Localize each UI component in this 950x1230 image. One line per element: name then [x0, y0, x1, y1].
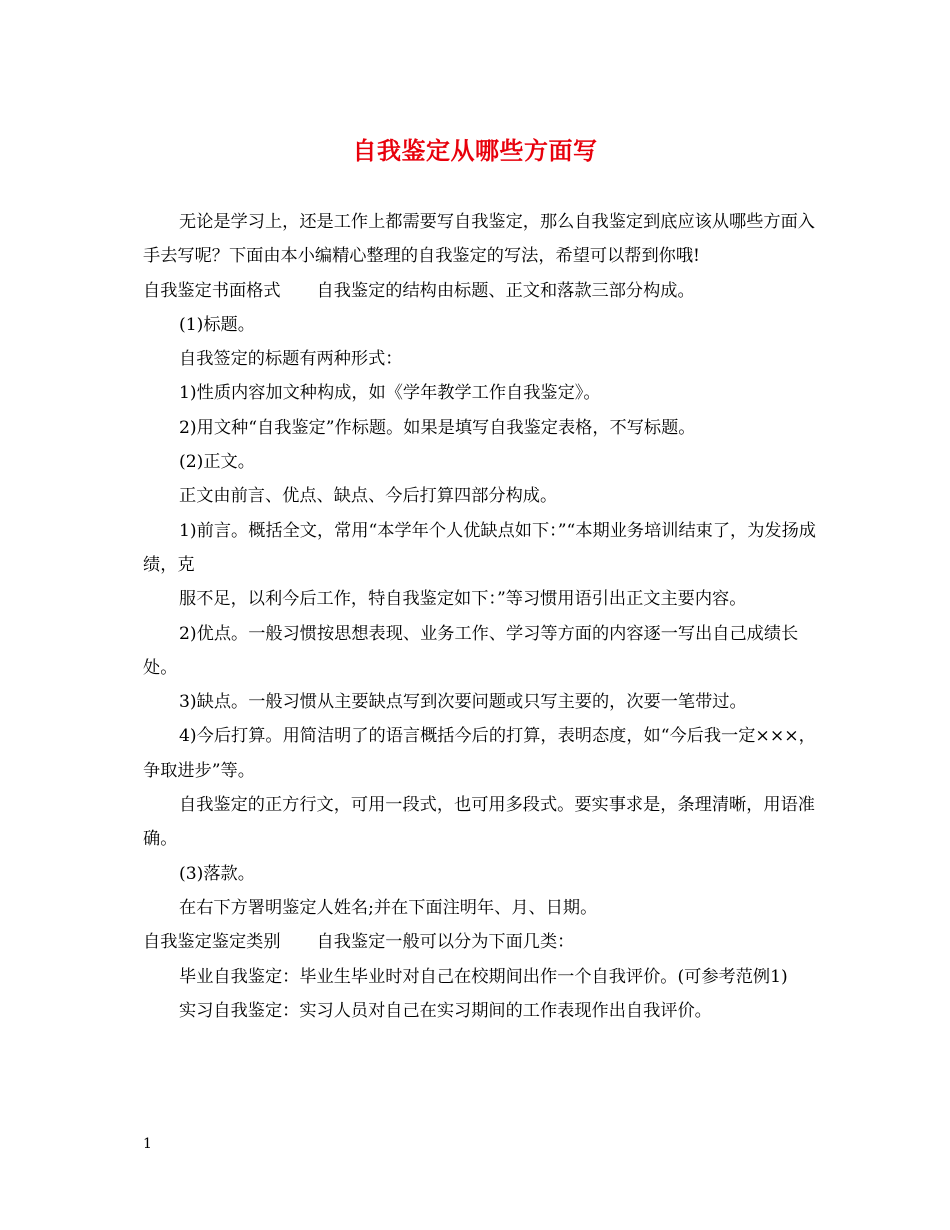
paragraph: (1)标题。 — [179, 314, 255, 335]
paragraph: 服不足，以利今后工作，特自我鉴定如下：”等习惯用语引出正文主要内容。 — [179, 589, 747, 610]
intro-paragraph: 无论是学习上，还是工作上都需要写自我鉴定，那么自我鉴定到底应该从哪些方面入手去写呢？下面由本小编精心整理的自我鉴定的写法，希望可以帮到你哦! — [143, 212, 815, 267]
section-label: 自我鉴定书面格式 — [143, 280, 281, 301]
section-text: 自我鉴定一般可以分为下面几类： — [316, 932, 575, 953]
section-text: 自我鉴定的结构由标题、正文和落款三部分构成。 — [316, 280, 695, 301]
paragraph: 在右下方署明鉴定人姓名;并在下面注明年、月、日期。 — [179, 897, 598, 918]
paragraph: 4)今后打算。用简洁明了的语言概括今后的打算，表明态度，如“今后我一定×××，争取进步”等。 — [143, 726, 816, 781]
paragraph: 1)前言。概括全文，常用“本学年个人优缺点如下：”“本期业务培训结束了，为发扬成绩，克 — [143, 520, 816, 575]
section-heading-format — [143, 274, 825, 308]
paragraph: 毕业自我鉴定：毕业生毕业时对自己在校期间出作一个自我评价。(可参考范例1) — [179, 966, 788, 987]
paragraph: 实习自我鉴定：实习人员对自己在实习期间的工作表现作出自我评价。 — [179, 1000, 712, 1021]
section-label: 自我鉴定鉴定类别 — [143, 932, 281, 953]
paragraph: 2)优点。一般习惯按思想表现、业务工作、学习等方面的内容逐一写出自己成绩长处。 — [143, 623, 799, 678]
paragraph: 3)缺点。一般习惯从主要缺点写到次要问题或只写主要的，次要一笔带过。 — [179, 692, 747, 713]
paragraph: (2)正文。 — [179, 452, 255, 473]
paragraph: 正文由前言、优点、缺点、今后打算四部分构成。 — [179, 486, 558, 507]
paragraph: 自我签定的标题有两种形式： — [179, 349, 403, 370]
paragraph: 1)性质内容加文种构成，如《学年教学工作自我鉴定》。 — [179, 383, 601, 404]
page-title: 自我鉴定从哪些方面写 — [352, 137, 598, 165]
paragraph: 2)用文种“自我鉴定”作标题。如果是填写自我鉴定表格，不写标题。 — [179, 417, 696, 438]
document-body — [143, 205, 825, 1028]
section-heading-types — [143, 925, 825, 959]
page-number: 1 — [143, 1136, 152, 1152]
paragraph: 自我鉴定的正方行文，可用一段式，也可用多段式。要实事求是，条理清晰，用语准确。 — [143, 795, 815, 850]
paragraph: (3)落款。 — [179, 863, 255, 884]
